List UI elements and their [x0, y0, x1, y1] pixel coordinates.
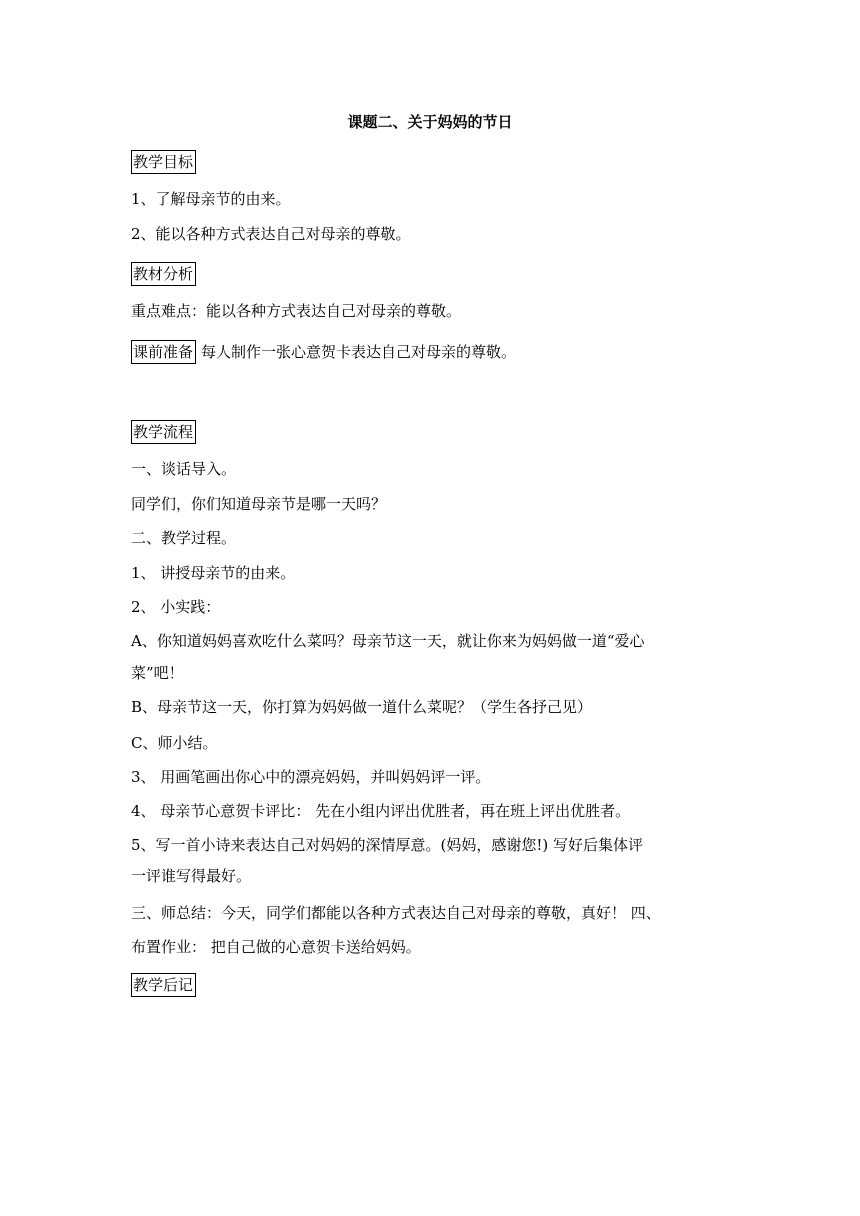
process-line-2: 同学们，你们知道母亲节是哪一天吗？ [131, 495, 387, 513]
process-line-12: 5、写一首小诗来表达自己对妈妈的深情厚意。(妈妈，感谢您!) 写好后集体评 [131, 836, 644, 854]
process-line-6: A、你知道妈妈喜欢吃什么菜吗？母亲节这一天，就让你来为妈妈做一道“爱心 [131, 632, 645, 650]
goals-heading-line [131, 150, 196, 174]
prep-text: 每人制作一张心意贺卡表达自己对母亲的尊敬。 [201, 343, 517, 361]
process-line-1: 一、谈话导入。 [131, 460, 237, 478]
notes-heading: 教学后记 [131, 973, 196, 997]
process-line-7: 菜”吧！ [131, 664, 184, 682]
process-line-11: 4、 母亲节心意贺卡评比： 先在小组内评出优胜者，再在班上评出优胜者。 [131, 802, 631, 820]
process-line-5: 2、 小实践： [131, 598, 221, 616]
goals-item-2: 2、能以各种方式表达自己对母亲的尊敬。 [131, 225, 411, 243]
goals-item-1: 1、了解母亲节的由来。 [131, 190, 291, 208]
process-line-13: 一评谁写得最好。 [131, 867, 252, 885]
analysis-heading-line [131, 262, 196, 286]
page-title: 课题二、关于妈妈的节日 [347, 113, 513, 131]
notes-heading-line [131, 973, 196, 997]
process-line-10: 3、 用画笔画出你心中的漂亮妈妈，并叫妈妈评一评。 [131, 768, 491, 786]
goals-heading: 教学目标 [131, 150, 196, 174]
process-line-15: 布置作业： 把自己做的心意贺卡送给妈妈。 [131, 938, 421, 956]
process-line-9: C、师小结。 [131, 734, 218, 752]
analysis-heading: 教材分析 [131, 262, 196, 286]
process-line-8: B、母亲节这一天，你打算为妈妈做一道什么菜呢？（学生各抒己见） [131, 698, 593, 716]
process-line-4: 1、 讲授母亲节的由来。 [131, 564, 296, 582]
process-heading: 教学流程 [131, 420, 196, 444]
process-line-3: 二、教学过程。 [131, 529, 237, 547]
prep-line [131, 340, 516, 364]
process-line-14: 三、师总结：今天，同学们都能以各种方式表达自己对母亲的尊敬，真好！ 四、 [131, 904, 661, 922]
process-heading-line [131, 420, 196, 444]
prep-heading: 课前准备 [131, 340, 196, 364]
analysis-key-point: 重点难点：能以各种方式表达自己对母亲的尊敬。 [131, 302, 462, 320]
